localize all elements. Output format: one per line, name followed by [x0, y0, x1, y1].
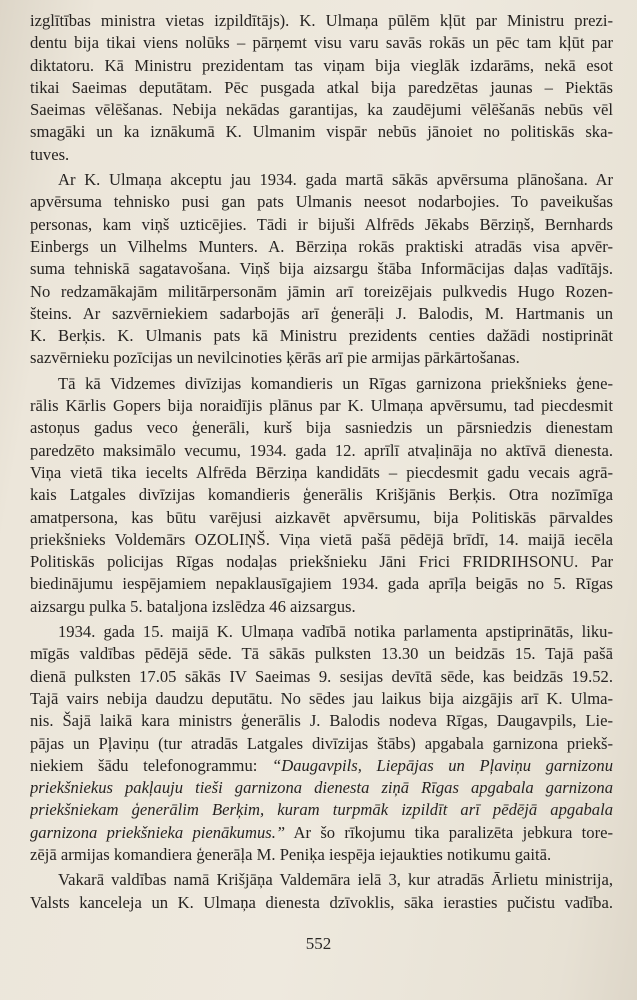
text-run: niekiem šādu telefonogrammu:: [30, 755, 272, 775]
quoted-telephonogram-line: priekšniekus pakļauju tieši garnizona dienesta ziņā Rīgas apgabala garnizona: [30, 778, 613, 798]
text-line: No redzamākajām militārpersonām jāmin arī toreizējais pulkvedis Hugo Rozen-: [30, 281, 613, 301]
text-line: Viņa vietā tika iecelts Alfrēda Bērziņa kandidāts – piecdesmit gadu vecais agrā-: [30, 462, 613, 482]
text-line: Ar K. Ulmaņa akceptu jau 1934. gada martā sākās apvērsuma plānošana. Ar: [58, 170, 613, 190]
text-line: 1934. gada 15. maijā K. Ulmaņa vadībā notika parlamenta apstiprinātās, liku-: [58, 622, 613, 642]
text-line: personas, kam viņš uzticējies. Tādi ir bijuši Alfrēds Jēkabs Bērziņš, Bernhards: [30, 214, 613, 234]
text-line: dienā pulksten 17.05 sākās IV Saeimas 9. sesijas devītā sēde, kas beidzās 19.52.: [30, 666, 613, 686]
text-line: [30, 822, 613, 844]
page-number: 552: [305, 934, 332, 953]
text-line: tuves.: [30, 144, 70, 164]
quoted-telephonogram: garnizona priekšnieka pienākumus.”: [30, 822, 286, 842]
text-line: sazvērnieku pozīcijas un nevilcinoties ķērās arī pie armijas pārkārtošanas.: [30, 348, 520, 368]
text-line: priekšnieks Voldemārs OZOLIŅŠ. Viņa vietā pašā pēdējā brīdī, 14. maijā iecēla: [30, 529, 613, 549]
text-line: paredzēto maksimālo vecumu, 1934. gada 12. aprīlī atvaļināja no aktīvā dienesta.: [30, 440, 613, 460]
text-line: K. Berķis. K. Ulmanis pats kā Ministru prezidents centies dažādi nostiprināt: [30, 326, 613, 346]
quoted-telephonogram-line: priekšniekam ģenerālim Berķim, kuram turpmāk izpildīt arī pēdējā apgabala: [30, 800, 613, 820]
text-line: apvērsuma tehnisko pusi gan pats Ulmanis neesot nodarbojies. To paveikušas: [30, 192, 613, 212]
text-line: Einbergs un Vilhelms Munters. A. Bērziņa rokās praktiski atradās visa apvēr-: [30, 236, 613, 256]
quoted-telephonogram: “Daugavpils, Liepājas un Pļaviņu garnizonu: [271, 755, 613, 775]
text-line: Tā kā Vidzemes divīzijas komandieris un Rīgas garnizona priekšnieks ģene-: [58, 373, 613, 393]
paragraph-3: [30, 373, 613, 618]
text-line: dentu bija tikai viens nolūks – pārņemt visu varu savās rokās un pēc tam kļūt par: [30, 33, 613, 53]
text-line: Saeimas vēlēšanas. Nebija nekādas garantijas, ka zaudējumi vēlēšanās nebūs vēl: [30, 100, 613, 120]
paragraph-5: [30, 869, 613, 914]
paragraph-1: [30, 10, 613, 166]
text-line: kais Latgales divīzijas komandieris ģenerālis Krišjānis Berķis. Otra nozīmīga: [30, 485, 613, 505]
text-line: Vakarā valdības namā Krišjāņa Valdemāra ielā 3, kur atradās Ārlietu ministrija,: [58, 870, 613, 890]
text-line: izglītības ministra vietas izpildītājs). K. Ulmaņa pūlēm kļūt par Ministru prezi-: [30, 11, 613, 30]
text-line: pājas un Pļaviņu (tur atradās Latgales divīzijas štābs) apgabala garnizona priekš-: [30, 733, 613, 753]
text-line: [30, 755, 613, 777]
text-line: mīgās valdības pēdējā sēde. Tā sākās pulksten 13.30 un beidzās 15. Tajā pašā: [30, 644, 613, 664]
text-line: astoņus gadus veco ģenerāli, kurš bija sasniedzis un pārsniedzis dienestam: [30, 418, 613, 438]
text-line: nis. Šajā laikā kara ministrs ģenerālis J. Balodis nodeva Rīgas, Daugavpils, Lie-: [30, 711, 613, 731]
text-line: Valsts kanceleja un K. Ulmaņa dienesta dzīvoklis, sāka ierasties pučistu vadība.: [30, 892, 613, 912]
text-line: šteins. Ar sazvērniekiem sadarbojās arī ģenerāļi J. Balodis, M. Hartmanis un: [30, 303, 613, 323]
paragraph-4: [30, 621, 613, 866]
text-line: Politiskās policijas Rīgas nodaļas priekšnieku Jāni Frici FRIDRIHSONU. Par: [30, 552, 613, 572]
text-line: amatpersona, kas būtu varējusi aizkavēt apvērsumu, bija Politiskās pārvaldes: [30, 507, 613, 527]
paragraph-2: [30, 169, 613, 370]
text-line: biedinājumu iespējamiem nepaklausīgajiem 1934. gada aprīļa beigās no 5. Rīgas: [30, 574, 613, 594]
text-line: Tajā vairs nebija daudzu deputātu. No sēdes jau laikus bija aizgājis arī K. Ulma-: [30, 688, 613, 708]
text-line: tikai Saeimas deputātam. Pēc pusgada atkal bija paredzētas jaunas – Piektās: [30, 77, 613, 97]
text-line: suma tehniskā sagatavošana. Viņš bija aizsargu štāba Informācijas daļas vadītājs.: [30, 259, 613, 279]
text-line: zējā armijas komandiera ģenerāļa M. Peniķa iespēja iejaukties notikumu gaitā.: [30, 844, 552, 864]
text-line: aizsargu pulka 5. bataljona izslēdza 46 aizsargus.: [30, 596, 356, 616]
text-line: smagāki un ka iznākumā K. Ulmanim vispār nebūs jānoiet no politiskās ska-: [30, 122, 613, 142]
text-line: diktatoru. Kā Ministru prezidentam tas viņam bija vieglāk izdarāms, nekā esot: [30, 55, 613, 75]
text-line: rālis Kārlis Gopers bija noraidījis plānus par K. Ulmaņa apvērsumu, tad piecdesmit: [30, 396, 613, 416]
text-run: Ar šo rīkojumu tika paralizēta jebkura tore-: [285, 822, 613, 842]
body-text: [30, 10, 613, 914]
